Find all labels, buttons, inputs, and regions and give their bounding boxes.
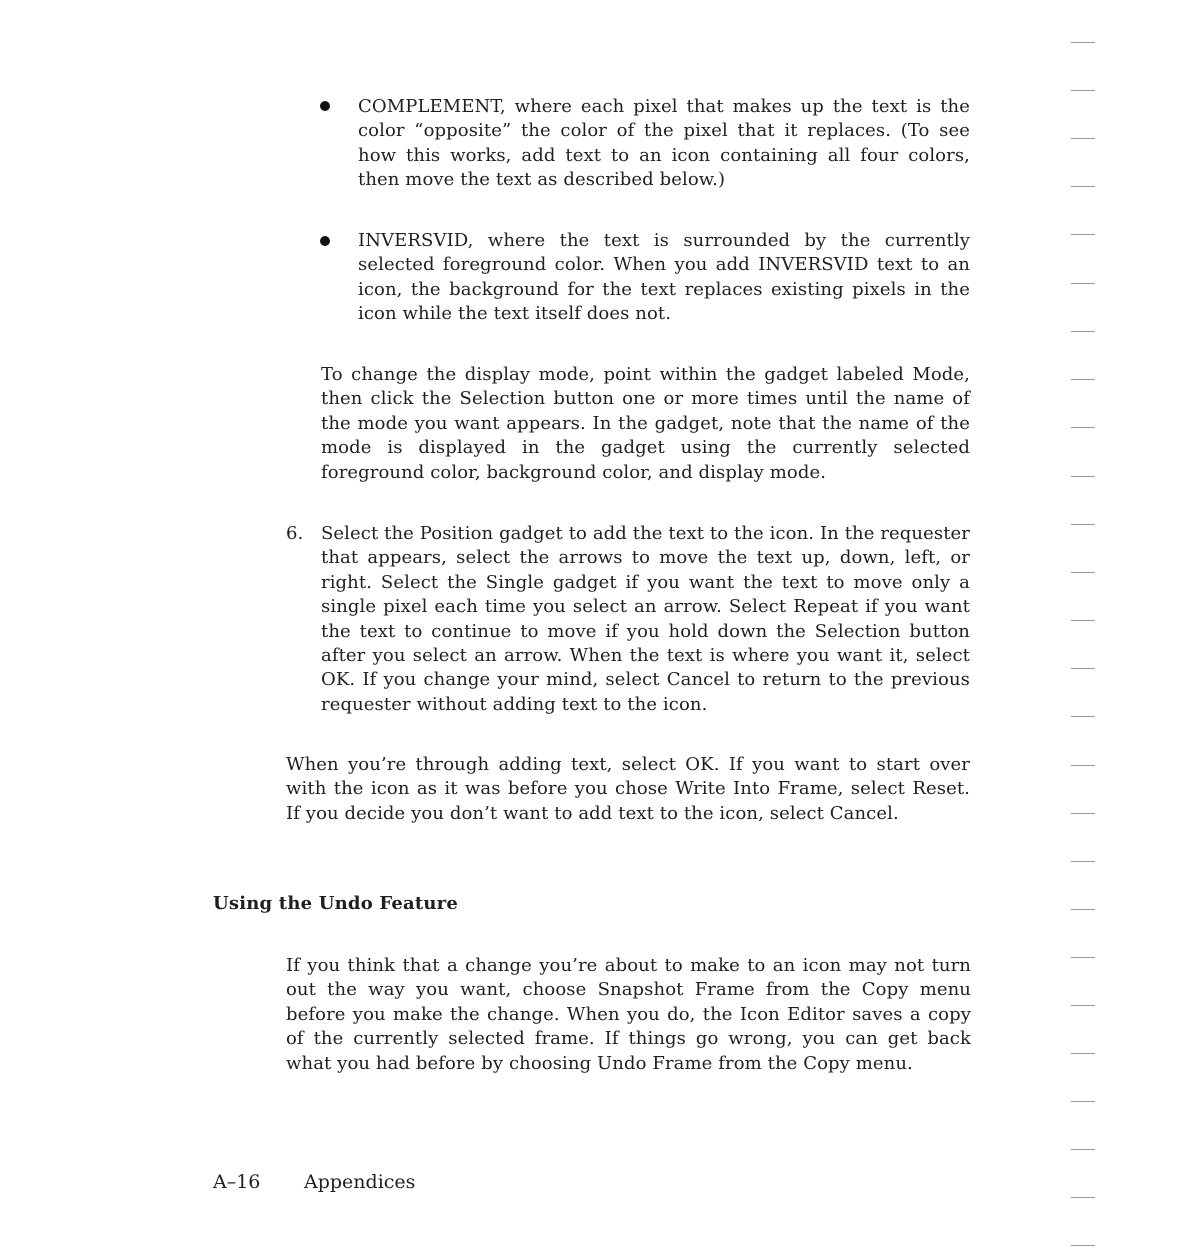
margin-rule [1071, 427, 1095, 428]
margin-rule [1071, 331, 1095, 332]
margin-rule [1071, 1245, 1095, 1246]
margin-rule [1071, 957, 1095, 958]
margin-rule [1071, 861, 1095, 862]
margin-rule [1071, 234, 1095, 235]
margin-rule [1071, 283, 1095, 284]
margin-rule [1071, 1101, 1095, 1102]
margin-rule [1071, 668, 1095, 669]
step-number: 6. [286, 523, 304, 544]
margin-rule [1071, 572, 1095, 573]
finish-adding-text-paragraph: When you’re through adding text, select OK. If you want to start over with the icon as it was before you chose Write Into Frame, select Reset. If you decide you don’t want to add text to the icon, select Cancel. [286, 754, 970, 824]
margin-rule [1071, 524, 1095, 525]
margin-rule [1071, 379, 1095, 380]
step-6-text: Select the Position gadget to add the text to the icon. In the requester that appears, select the arrows to move the text up, down, left, or right. Select the Single gadget if you want the text to move only a single pixel each time you select an arrow. Select Repeat if you want the text to continue to move if you hold down the Selection button after you select an arrow. When the text is where you want it, select OK. If you change your mind, select Cancel to return to the previous requester without adding text to the icon. [321, 523, 970, 715]
footer-section-name: Appendices [304, 1171, 416, 1193]
margin-rule [1071, 765, 1095, 766]
margin-rule [1071, 1005, 1095, 1006]
margin-rule [1071, 909, 1095, 910]
margin-rule [1071, 813, 1095, 814]
margin-rule [1071, 138, 1095, 139]
margin-rule [1071, 186, 1095, 187]
margin-rule [1071, 1149, 1095, 1150]
margin-rule [1071, 42, 1095, 43]
bullet-complement-text: COMPLEMENT, where each pixel that makes up the text is the color “opposite” the color of the pixel that it replaces. (To see how this works, add text to an icon containing all four colors, then move the text as described below.) [358, 96, 970, 191]
undo-feature-paragraph: If you think that a change you’re about to make to an icon may not turn out the way you want, choose Snapshot Frame from the Copy menu before you make the change. When you do, the Icon Editor saves a copy of the currently selected frame. If things go wrong, you can get back what you had before by choosing Undo Frame from the Copy menu. [286, 955, 971, 1074]
margin-rule [1071, 476, 1095, 477]
margin-rule [1071, 716, 1095, 717]
bullet-dot-icon [320, 101, 330, 111]
margin-rule [1071, 620, 1095, 621]
bullet-dot-icon [320, 236, 330, 246]
margin-rule [1071, 90, 1095, 91]
page-number: A–16 [213, 1171, 261, 1193]
display-mode-paragraph: To change the display mode, point within the gadget labeled Mode, then click the Selection button one or more times until the name of the mode you want appears. In the gadget, note that the name of the mode is displayed in the gadget using the currently selected foreground color, background color, and display mode. [321, 364, 970, 483]
margin-rule [1071, 1197, 1095, 1198]
section-heading: Using the Undo Feature [213, 893, 459, 914]
margin-rule [1071, 1053, 1095, 1054]
bullet-inversvid-text: INVERSVID, where the text is surrounded by the currently selected foreground color. When you add INVERSVID text to an icon, the background for the text replaces existing pixels in the icon while the text itself does not. [358, 230, 970, 325]
